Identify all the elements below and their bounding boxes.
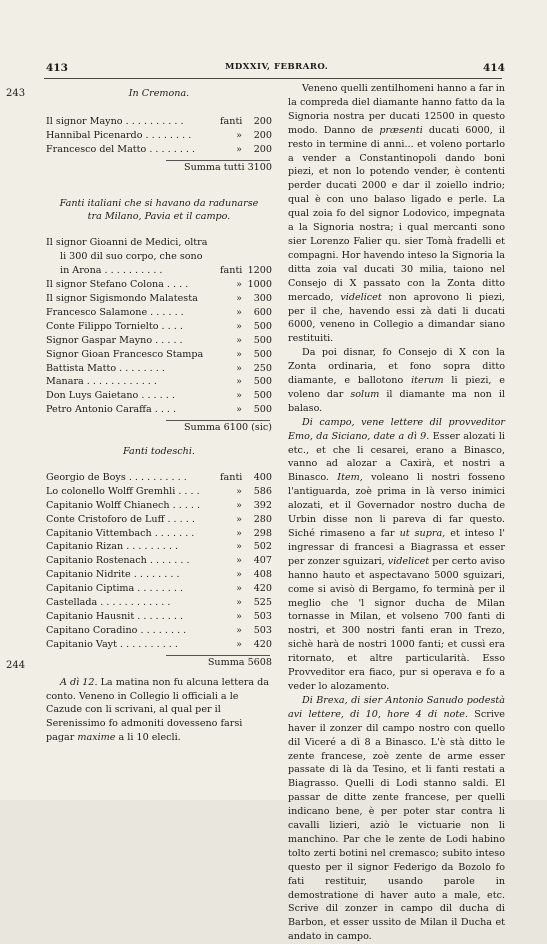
margin-number-244: 244: [6, 660, 26, 671]
row-value: 200: [253, 143, 272, 155]
row-value: 502: [253, 541, 272, 553]
row-unit: [220, 250, 242, 264]
fanti-italiani-title-1: Fanti italiani che si havano da radunarse: [59, 197, 259, 209]
row-unit: »: [236, 611, 242, 622]
row-value: 503: [253, 624, 272, 636]
row-name: Battista Matto . . . . . . . .: [46, 362, 165, 374]
row-value: 586: [253, 485, 272, 497]
row-name: Capitanio Vayt . . . . . . . . . .: [46, 638, 178, 650]
row-name: li 300 dil suo corpo, che sono: [60, 251, 203, 263]
row-value: 1200: [247, 265, 272, 277]
table-row: [46, 568, 272, 582]
table-row: [46, 375, 272, 389]
paragraph-brexa: Di Brexa, di sier Antonio Sanudo podestà avi lettere, di 10, hore 4 di note. Scrive haver il zonzer dil campo nostro con quello dil Viceré a dì 8 a Binasco. L'è stà ditto le zente francese, zoè zente de arme esser passate di là da Tesino, et li fanti restati a Biagrasso. Quelli di Lodi stanno saldi. El passar de ditte zente francese, per quelli indicano bene, è per poter star contra li cavalli lizieri, aziò le victuarie non li manchino. Par che le zente de Lodi habino tolto zerti botini nel cremasco; subito inteso questo per il signor Federigo da Bozolo fo fati restituir, usando parole in demostratione di haver auto a male, etc. Scrive dil zonzer in campo dil ducha di Barbon, et esser ussito de Milan il Ducha et andato in campo.: [288, 694, 505, 943]
table-row: [46, 236, 272, 250]
left-page-number: 413: [46, 62, 68, 74]
row-name: Signor Gaspar Mayno . . . . .: [46, 334, 183, 346]
row-unit: »: [236, 583, 242, 595]
row-unit: »: [236, 624, 242, 636]
table-row: [46, 638, 272, 652]
header-rule: [44, 78, 502, 79]
table-row: [46, 624, 272, 638]
cremona-sum: Summa tutti 3100: [184, 161, 272, 173]
row-value: 525: [253, 597, 272, 609]
row-unit: »: [236, 320, 242, 332]
table-row: [46, 278, 272, 292]
table-row: [46, 403, 272, 417]
fanti-italiani-list: [46, 236, 272, 417]
table-row: [46, 264, 272, 278]
row-unit: »: [236, 638, 242, 650]
row-unit: »: [236, 555, 242, 567]
row-value: 400: [253, 471, 272, 483]
row-name: Capitanio Rizan . . . . . . . . .: [46, 541, 179, 553]
row-name: Capitano Coradino . . . . . . . .: [46, 624, 187, 636]
row-unit: »: [236, 485, 242, 497]
right-column: [288, 82, 505, 944]
row-name: Capitanio Rostenach . . . . . . .: [46, 555, 190, 567]
row-value: 500: [253, 390, 272, 402]
row-name: Il signor Mayno . . . . . . . . . .: [46, 115, 184, 127]
row-name: Capitanio Hausnit . . . . . . . .: [46, 611, 184, 622]
row-name: Don Luys Gaietano . . . . . .: [46, 390, 175, 402]
row-value: 500: [253, 334, 272, 346]
cremona-list: [46, 115, 272, 157]
row-name: Francesco Salamone . . . . . .: [46, 306, 184, 318]
row-value: [242, 250, 272, 264]
row-value: 200: [253, 115, 272, 127]
table-row: [46, 540, 272, 554]
row-unit: »: [236, 513, 242, 525]
row-name: Lo colonello Wolff Gremhli . . . .: [46, 485, 200, 497]
row-unit: »: [236, 306, 242, 318]
table-row: [46, 143, 272, 157]
row-value: 298: [253, 527, 272, 539]
row-value: 503: [253, 611, 272, 622]
row-value: 300: [253, 292, 272, 304]
row-unit: »: [236, 527, 242, 539]
running-header: MDXXIV, FEBRARO.: [225, 62, 329, 72]
row-unit: »: [236, 390, 242, 402]
paragraph-244: A dì 12. La matina non fu alcuna lettera da conto. Veneno in Collegio li officiali a le Cazude con li scrivani, al qual per il Serenissimo fo admoniti dovesseno farsi pagar maxime a li 10 elecli.: [46, 676, 269, 744]
row-unit: »: [236, 569, 242, 581]
row-unit: [220, 236, 242, 250]
row-unit: »: [236, 376, 242, 388]
row-name: Il signor Stefano Colona . . . .: [46, 279, 189, 291]
row-value: 500: [253, 348, 272, 360]
paragraph-diamante: Veneno quelli zentilhomeni hanno a far in la compreda diel diamante hanno fatto da la Signoria nostra per ducati 12500 in questo modo. Danno de præsenti ducati 6000, il resto in termine di anni... et voleno portarlo a vender a Constantinopoli dando boni piezi, et non lo potendo vender, è contenti perder ducati 2000 e dar il zoiello indrio; qual è con uno balaso ligado e perle. La qual zoia fo del signor Lodovico, impegnata a la Signoria nostra; i qual mercanti sono sier Lorenzo Falier qu. sier Tomà fradelli et compagni. Hor havendo inteso la Signoria la ditta zoia val ducati 30 milia, taiono nel Consejo di X passato con la Zonta ditto mercado, videlicet non aprovono li piezi, per il che, havendo essi zà dati li ducati 6000, veneno in Collegio a dimandar siano restituiti.: [288, 83, 505, 345]
row-name: Conte Filippo Tornielto . . . .: [46, 320, 183, 332]
table-row: [46, 250, 272, 264]
fanti-todeschi-list: [46, 471, 272, 652]
row-value: 500: [253, 376, 272, 388]
row-name: Petro Antonio Caraffa . . . .: [46, 404, 177, 416]
row-value: 250: [253, 362, 272, 374]
table-row: [46, 527, 272, 541]
row-unit: »: [236, 404, 242, 416]
row-unit: »: [236, 348, 242, 360]
row-name: Georgio de Boys . . . . . . . . . .: [46, 471, 187, 483]
table-row: [46, 129, 272, 143]
row-value: 500: [253, 320, 272, 332]
row-unit: »: [236, 129, 242, 141]
row-unit: »: [236, 334, 242, 346]
row-unit: »: [236, 292, 242, 304]
row-unit: »: [236, 597, 242, 609]
table-row: [46, 485, 272, 499]
row-value: 500: [253, 404, 272, 416]
row-name: Francesco del Matto . . . . . . . .: [46, 143, 196, 155]
right-page-number: 414: [483, 62, 505, 74]
table-row: [46, 320, 272, 334]
row-unit: »: [236, 499, 242, 511]
row-value: 408: [253, 569, 272, 581]
table-row: [46, 513, 272, 527]
row-unit: »: [236, 362, 242, 374]
row-value: 200: [253, 129, 272, 141]
table-row: [46, 334, 272, 348]
fanti-todeschi-sum: Summa 5608: [207, 656, 272, 668]
fanti-italiani-sum: Summa 6100 (sic): [183, 422, 272, 434]
table-row: [46, 306, 272, 320]
table-row: [46, 471, 272, 485]
row-value: 420: [253, 638, 272, 650]
table-row: [46, 554, 272, 568]
row-value: 280: [253, 513, 272, 525]
row-value: 1000: [247, 279, 272, 291]
table-row: [46, 362, 272, 376]
row-value: 407: [253, 555, 272, 567]
row-name: Conte Cristoforo de Luff . . . . .: [46, 513, 195, 525]
table-row: [46, 115, 272, 129]
row-name: Capitanio Wolff Chianech . . . . .: [46, 499, 201, 511]
row-name: Capitanio Vittembach . . . . . . .: [46, 527, 195, 539]
row-unit: »: [236, 279, 242, 291]
date-lead: A dì 12.: [60, 676, 98, 688]
row-name: Manara . . . . . . . . . . . .: [46, 376, 157, 388]
table-row: [46, 582, 272, 596]
row-value: [242, 236, 272, 250]
row-name: in Arona . . . . . . . . . .: [60, 265, 163, 277]
table-row: [46, 348, 272, 362]
row-name: Hannibal Picenardo . . . . . . . .: [46, 129, 192, 141]
table-row: [46, 389, 272, 403]
row-value: 420: [253, 583, 272, 595]
row-unit: fanti: [220, 115, 243, 127]
row-unit: »: [236, 143, 242, 155]
margin-number-243: 243: [6, 88, 26, 99]
table-row: [46, 610, 272, 624]
row-value: 392: [253, 499, 272, 511]
left-column: [46, 87, 272, 745]
row-name: Il signor Sigismondo Malatesta: [46, 292, 198, 304]
table-row: [46, 292, 272, 306]
table-row: [46, 596, 272, 610]
row-name: Capitanio Nidrite . . . . . . . .: [46, 569, 180, 581]
row-name: Signor Gioan Francesco Stampa: [46, 348, 204, 360]
row-value: 600: [253, 306, 272, 318]
fanti-italiani-title-2: tra Milano, Pavia et il campo.: [87, 211, 231, 223]
row-unit: »: [236, 541, 242, 553]
row-unit: fanti: [220, 471, 243, 483]
row-name: Il signor Gioanni de Medici, oltra: [46, 237, 208, 249]
paragraph-campo: Di campo, vene lettere dil provveditor Emo, da Siciano, date a dì 9. Esser alozati li etc., et che li cesarei, erano a Binasco, vanno ad alozar a Caxirà, et nostri a Binasco. Item, voleano li nostri fosseno l'antiguarda, zoè prima in là verso inimici alozati, et il Governador nostro ducha de Urbin disse non li pareva di far questo. Siché rimaseno a far ut supra, et inteso l' ingressar di francesi a Biagrassa et esser per zonzer sguizari, videlicet per certo aviso hanno hauto et aspectavano 5000 sguizari, come si avisò di Bergamo, fo terminà per il meglio che 'l signor ducha de Milan tornasse in Milan, et volseno 700 fanti di nostri, et 300 nostri fanti eran in Trezo, sichè harà de nostri 1000 fanti; et cussì era ritornato, et altre particularità. Esso Provveditor era fiaco, pur si operava e fo a veder lo alozamento.: [288, 416, 506, 692]
row-name: Castellada . . . . . . . . . . . .: [46, 597, 171, 609]
fanti-todeschi-title: Fanti todeschi.: [123, 446, 195, 458]
cremona-title: In Cremona.: [128, 88, 190, 99]
table-row: [46, 499, 272, 513]
row-name: Capitanio Ciptima . . . . . . . .: [46, 583, 184, 595]
row-unit: fanti: [220, 265, 243, 277]
paragraph-consejo: Da poi disnar, fo Consejo di X con la Zonta ordinaria, et fono sopra ditto diamante, e ballotono iterum li piezi, e voleno dar solum il diamante ma non il balaso.: [288, 347, 505, 414]
